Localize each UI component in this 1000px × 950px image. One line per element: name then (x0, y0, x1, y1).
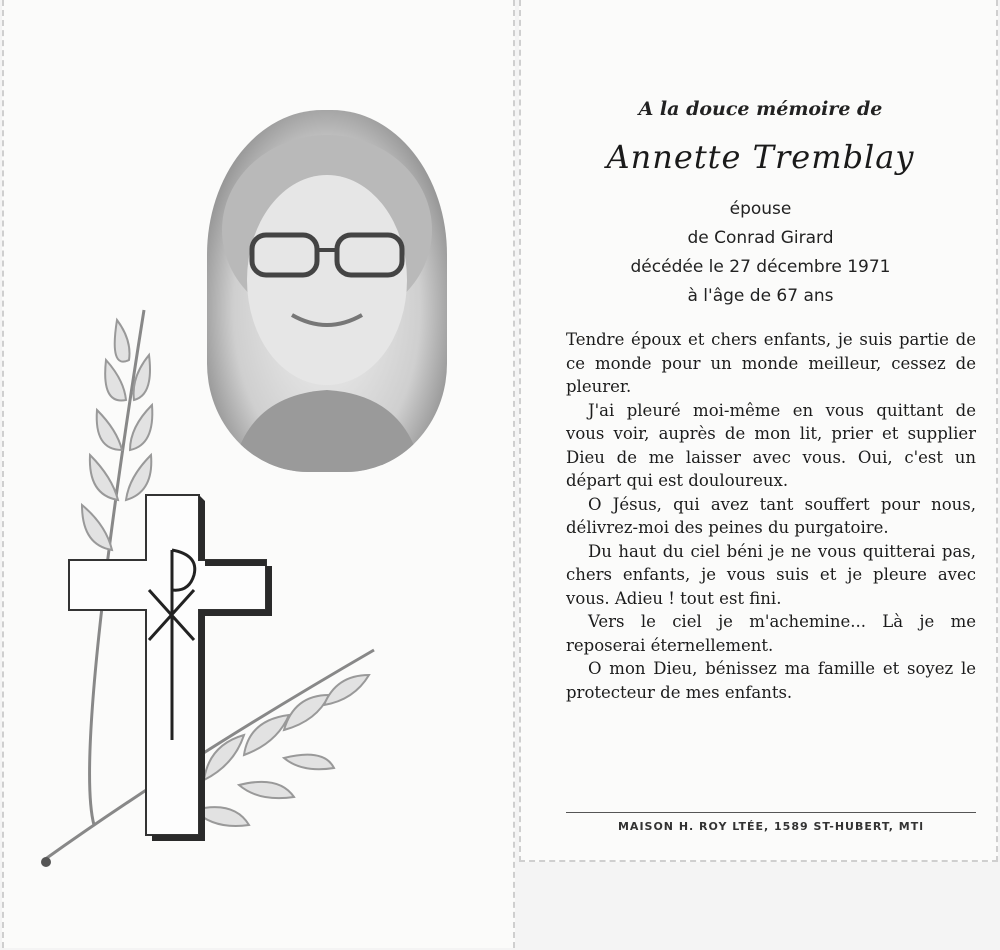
poem-paragraph: Tendre époux et chers enfants, je suis partie de ce monde pour un monde meilleur, cessez de pleurer. (566, 330, 976, 396)
poem-paragraph: O mon Dieu, bénissez ma famille et soyez le protecteur de mes enfants. (566, 659, 976, 702)
memorial-heading: A la douce mémoire de (638, 98, 883, 120)
detail-line: à l'âge de 67 ans (687, 286, 834, 306)
deceased-name: Annette Tremblay (606, 138, 915, 176)
detail-line: décédée le 27 décembre 1971 (630, 257, 891, 277)
memorial-poem (566, 328, 976, 704)
deceased-details (521, 195, 1000, 311)
card-back (519, 0, 998, 862)
detail-line: épouse (729, 199, 792, 219)
detail-line: de Conrad Girard (687, 228, 834, 248)
poem-paragraph: O Jésus, qui avez tant souffert pour nous, délivrez-moi des peines du purgatoire. (566, 494, 976, 537)
poem-paragraph: Vers le ciel je m'achemine... Là je me reposerai éternellement. (566, 612, 976, 655)
card-front (2, 0, 515, 948)
chi-rho-cross-icon (69, 495, 272, 841)
divider (566, 812, 976, 813)
cross-emblem (34, 280, 394, 880)
poem-paragraph: Du haut du ciel béni je ne vous quitterai pas, chers enfants, je vous suis et je pleure avec vous. Adieu ! tout est fini. (566, 541, 976, 608)
publisher-imprint: MAISON H. ROY LTÉE, 1589 ST-HUBERT, MTl (617, 820, 925, 833)
poem-paragraph: J'ai pleuré moi-même en vous quittant de vous voir, auprès de mon lit, prier et supplier Dieu de me laisser avec vous. Oui, c'est un départ qui est douloureux. (566, 400, 976, 490)
